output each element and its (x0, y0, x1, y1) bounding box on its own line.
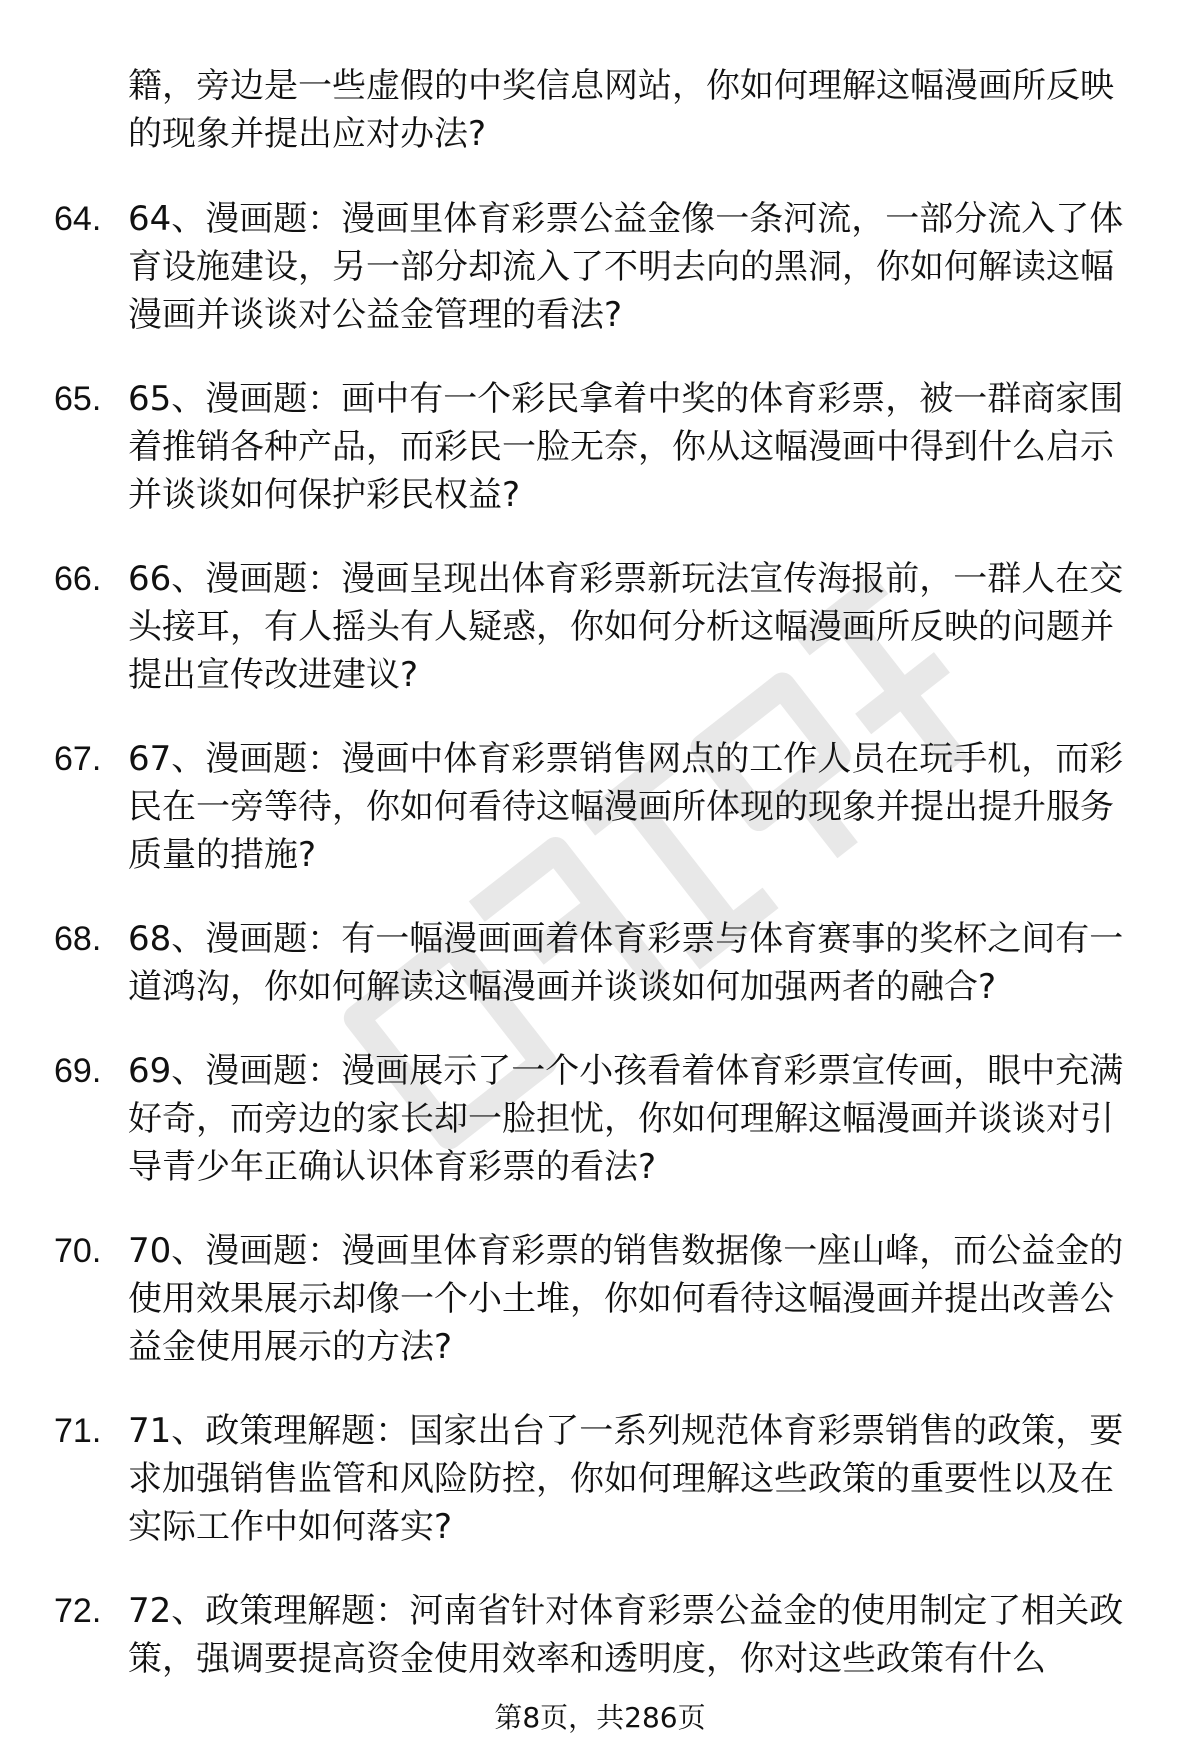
question-text: 66、漫画题：漫画呈现出体育彩票新玩法宣传海报前，一群人在交头接耳，有人摇头有人疑惑，你如何分析这幅漫画所反映的问题并提出宣传改进建议? (128, 559, 1124, 695)
question-number: 65. (54, 380, 102, 418)
question-number: 66. (54, 560, 102, 598)
question-text: 64、漫画题：漫画里体育彩票公益金像一条河流，一部分流入了体育设施建设，另一部分却流入了不明去向的黑洞，你如何解读这幅漫画并谈谈对公益金管理的看法? (128, 199, 1124, 335)
continuation-text: 籍，旁边是一些虚假的中奖信息网站，你如何理解这幅漫画所反映的现象并提出应对办法? (128, 66, 1114, 154)
question-item (0, 1047, 1200, 1191)
question-item (0, 1227, 1200, 1371)
question-number: 67. (54, 740, 102, 778)
question-item (0, 1407, 1200, 1551)
question-item (0, 915, 1200, 1011)
question-number: 71. (54, 1412, 102, 1450)
page-footer: 第8页，共286页 (494, 1701, 706, 1734)
question-text: 70、漫画题：漫画里体育彩票的销售数据像一座山峰，而公益金的使用效果展示却像一个小土堆，你如何看待这幅漫画并提出改善公益金使用展示的方法? (128, 1231, 1124, 1367)
question-number: 64. (54, 200, 102, 238)
question-text: 65、漫画题：画中有一个彩民拿着中奖的体育彩票，被一群商家围着推销各种产品，而彩民一脸无奈，你从这幅漫画中得到什么启示并谈谈如何保护彩民权益? (128, 379, 1124, 515)
question-number: 70. (54, 1232, 102, 1270)
question-item (0, 195, 1200, 339)
question-item (0, 1587, 1200, 1683)
question-text: 68、漫画题：有一幅漫画画着体育彩票与体育赛事的奖杯之间有一道鸿沟，你如何解读这幅漫画并谈谈如何加强两者的融合? (128, 919, 1124, 1007)
question-list (0, 195, 1200, 1719)
question-text: 71、政策理解题：国家出台了一系列规范体育彩票销售的政策，要求加强销售监管和风险防控，你如何理解这些政策的重要性以及在实际工作中如何落实? (128, 1411, 1124, 1547)
question-item (0, 735, 1200, 879)
question-number: 72. (54, 1592, 102, 1630)
question-item (0, 375, 1200, 519)
question-number: 68. (54, 920, 102, 958)
question-text: 67、漫画题：漫画中体育彩票销售网点的工作人员在玩手机，而彩民在一旁等待，你如何看待这幅漫画所体现的现象并提出提升服务质量的措施? (128, 739, 1124, 875)
question-text: 72、政策理解题：河南省针对体育彩票公益金的使用制定了相关政策，强调要提高资金使用效率和透明度，你对这些政策有什么 (128, 1591, 1124, 1679)
question-item (0, 555, 1200, 699)
question-number: 69. (54, 1052, 102, 1090)
question-text: 69、漫画题：漫画展示了一个小孩看着体育彩票宣传画，眼中充满好奇，而旁边的家长却一脸担忧，你如何理解这幅漫画并谈谈对引导青少年正确认识体育彩票的看法? (128, 1051, 1124, 1187)
